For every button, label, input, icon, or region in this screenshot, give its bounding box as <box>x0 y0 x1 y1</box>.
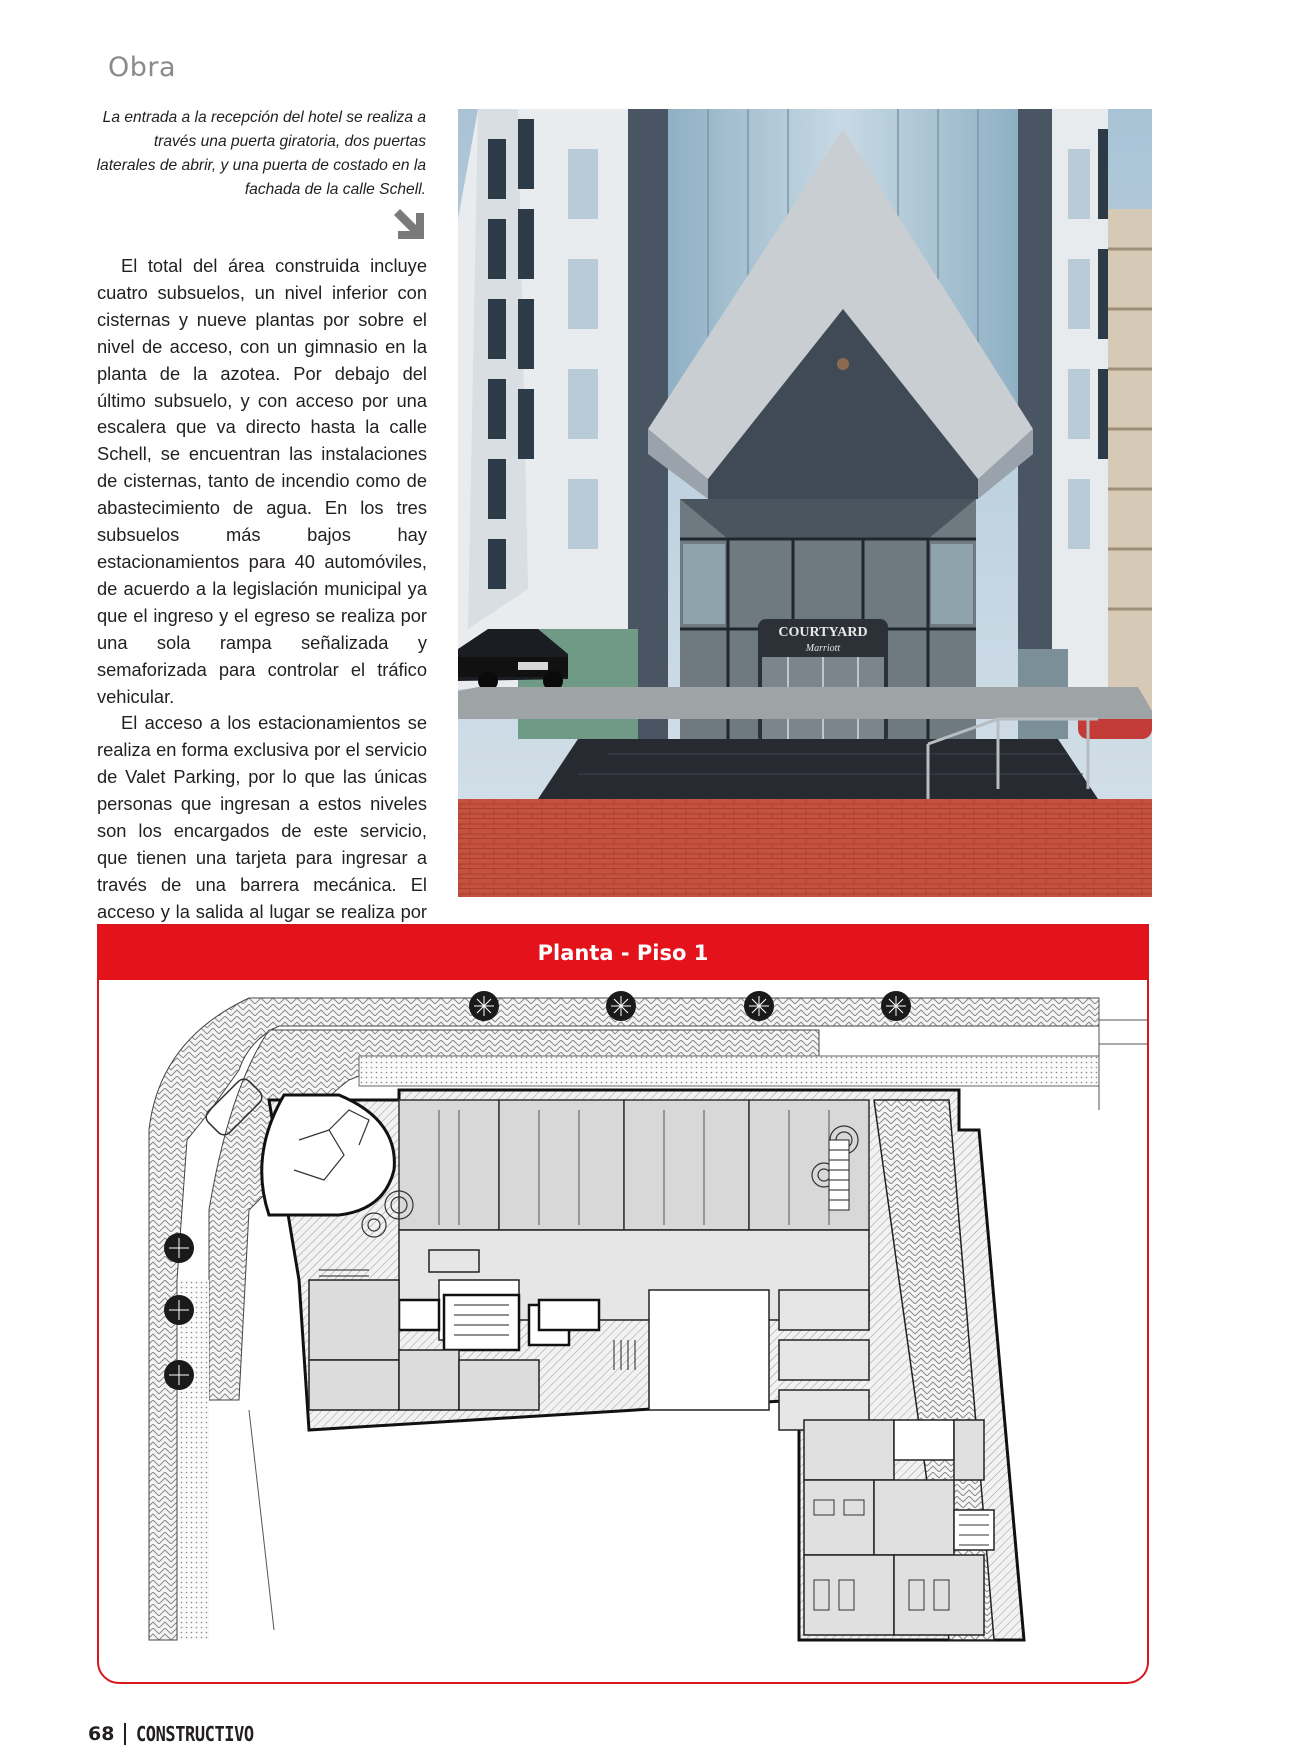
photo-caption: La entrada a la recepción del hotel se realiza a través una puerta giratoria, dos puertas laterales de abrir, y una puerta de costado en la fachada de la calle Schell. <box>96 109 426 198</box>
page-number: 68 <box>88 1723 115 1745</box>
page-footer <box>88 1720 275 1748</box>
article-body <box>97 253 427 953</box>
footer-divider <box>124 1723 126 1745</box>
magazine-name: CONSTRUCTIVO <box>136 1722 255 1746</box>
section-tag: Obra <box>108 52 177 83</box>
body-paragraph-1: El total del área construida incluye cuatro subsuelos, un nivel inferior con cisternas y nueve plantas por sobre el nivel de acceso, con un gimnasio en la planta de la azotea. Por debajo del último subsuelo, y con acceso por una escalera que va directo hasta la calle Schell, se encuentran las instalaciones de cisternas, tanto de incendio como de abastecimiento de agua. En los tres subsuelos más bajos hay estacionamientos para 40 automóviles, de acuerdo a la legislación municipal ya que el ingreso y el egreso se realiza por una sola rampa señalizada y semaforizada para controlar el tráfico vehicular. <box>97 255 427 707</box>
body-paragraph-2: El acceso a los estacionamientos se realiza en forma exclusiva por el servicio de Valet Parking, por lo que las únicas personas que ingresan a estos niveles son los encargados de este servicio, que tienen una tarjeta para ingresar a través de una barrera mecánica. El acceso y la salida al lugar se realiza por <box>97 712 427 922</box>
arrow-down-right-icon <box>390 205 428 243</box>
hotel-sign-text: COURTYARD <box>778 625 868 640</box>
floor-plan-drawing <box>99 980 1147 1680</box>
floor-plan-panel <box>97 924 1149 1684</box>
hotel-entrance-photo <box>458 109 1152 897</box>
hotel-sign-subtext: Marriott <box>805 643 841 654</box>
floor-plan-title: Planta - Piso 1 <box>99 926 1147 980</box>
